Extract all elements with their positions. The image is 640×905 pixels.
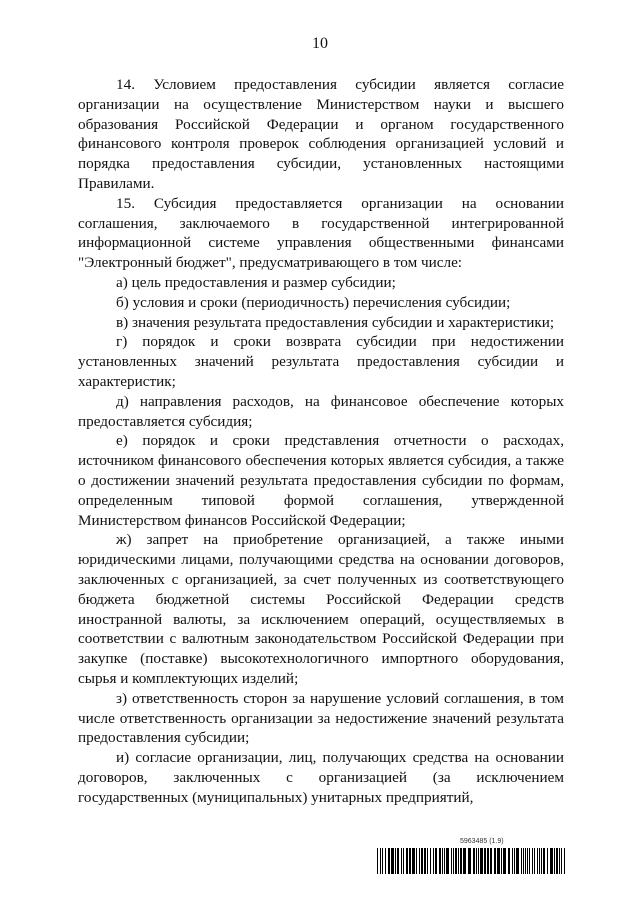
page-number: 10 (312, 35, 328, 52)
document-code: 5963485 (1.9) (460, 838, 504, 845)
barcode-icon (377, 848, 565, 874)
list-item-v: в) значения результата предоставления субсидии и характеристики; (116, 313, 555, 331)
list-item-z: з) ответственность сторон за нарушение условий соглашения, в том числе ответственность организации за недостижение значений результата предоставления субсидии; (78, 689, 564, 747)
list-item-e: е) порядок и сроки представления отчетности о расходах, источником финансового обеспечения которых является субсидия, а также о достижении значений результата предоставления субсидии по формам, определенным типовой формой соглашения, утвержденной Министерством финансов Российской Федерации; (78, 432, 564, 529)
paragraph-15: 15. Субсидия предоставляется организации на основании соглашения, заключаемого в государственной интегрированной информационной системе управления общественными финансами "Электронный бюджет", предусматривающего в том числе: (78, 194, 564, 272)
list-item-i: и) согласие организации, лиц, получающих средства на основании договоров, заключенных с организацией (за исключением государственных (муниципальных) унитарных предприятий, (78, 749, 564, 806)
list-item-d: д) направления расходов, на финансовое обеспечение которых предоставляется субсидия; (78, 392, 564, 430)
list-item-a: а) цель предоставления и размер субсидии; (116, 273, 396, 291)
list-item-zh: ж) запрет на приобретение организацией, а также иными юридическими лицами, получающими средства на основании договоров, заключенных с организацией, за счет полученных из соответствующего бюджета бюджетной системы Российской Федерации средств иностранной валюты, за исключением операций, осуществляемых в соответствии с валютным законодательством Российской Федерации при закупке (поставке) высокотехнологичного импортного оборудования, сырья и комплектующих изделий; (78, 531, 564, 687)
list-item-b: б) условия и сроки (периодичность) перечисления субсидии; (116, 293, 511, 311)
document-body (78, 75, 564, 807)
paragraph-14: 14. Условием предоставления субсидии является согласие организации на осуществление Министерством науки и высшего образования Российской Федерации и органом государственного финансового контроля проверок соблюдения организацией условий и порядка предоставления субсидии, установленных настоящими Правилами. (78, 76, 564, 192)
list-item-g: г) порядок и сроки возврата субсидии при недостижении установленных значений результата предоставления субсидии и характеристик; (78, 333, 564, 390)
